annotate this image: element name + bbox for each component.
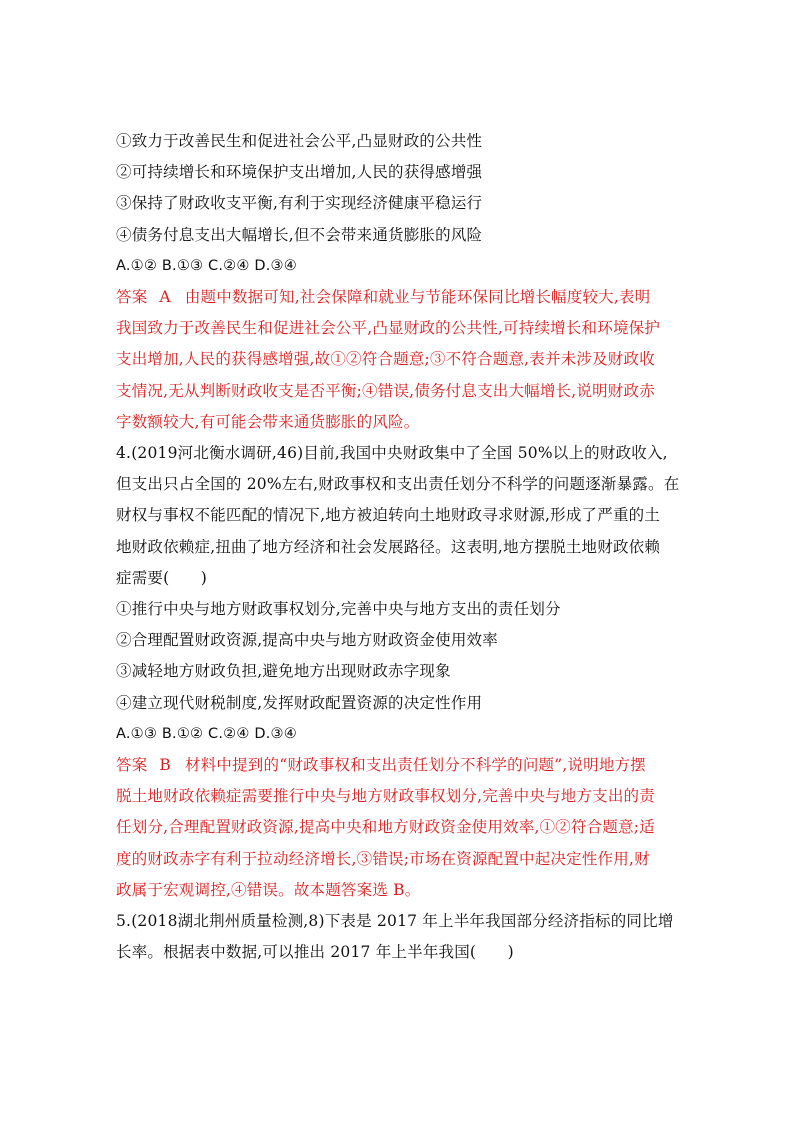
option-line: ③保持了财政收支平衡,有利于实现经济健康平稳运行	[116, 194, 483, 213]
answer-explanation-line	[116, 750, 686, 781]
answer-choices: A.①③ B.①② C.②④ D.③④	[116, 725, 297, 742]
answer-key: B	[159, 756, 171, 775]
document-page	[116, 126, 686, 968]
answer-explanation-line: 脱土地财政依赖症需要推行中央与地方财政事权划分,完善中央与地方支出的责	[116, 787, 655, 806]
question-stem-line: 财权与事权不能匹配的情况下,地方被迫转向土地财政寻求财源,形成了严重的土	[116, 506, 661, 525]
answer-label: 答案	[116, 288, 148, 307]
question-stem-line: 症需要( )	[116, 568, 207, 587]
question-4	[116, 438, 686, 906]
option-line: ②可持续增长和环境保护支出增加,人民的获得感增强	[116, 163, 483, 182]
question-stem-line: 4.(2019河北衡水调研,46)目前,我国中央财政集中了全国 50%以上的财政收入,	[116, 444, 668, 463]
answer-explanation-line: 度的财政赤字有利于拉动经济增长,③错误;市场在资源配置中起决定性作用,财	[116, 849, 650, 868]
answer-choices: A.①② B.①③ C.②④ D.③④	[116, 257, 297, 274]
answer-key: A	[159, 288, 171, 307]
answer-explanation-line: 政属于宏观调控,④错误。故本题答案选 B。	[116, 880, 421, 899]
answer-explanation-line	[116, 282, 686, 313]
answer-label: 答案	[116, 756, 148, 775]
answer-explanation-line: 支出增加,人民的获得感增强,故①②符合题意;③不符合题意,表并未涉及财政收	[116, 350, 655, 369]
answer-explanation-line: 任划分,合理配置财政资源,提高中央和地方财政资金使用效率,①②符合题意;适	[116, 818, 655, 837]
option-line: ①推行中央与地方财政事权划分,完善中央与地方支出的责任划分	[116, 600, 561, 619]
question-stem-line: 地财政依赖症,扭曲了地方经济和社会发展路径。这表明,地方摆脱土地财政依赖	[116, 537, 661, 556]
option-line: ④债务付息支出大幅增长,但不会带来通货膨胀的风险	[116, 225, 483, 244]
question-5	[116, 906, 686, 968]
option-line: ①致力于改善民生和促进社会公平,凸显财政的公共性	[116, 132, 483, 150]
question-3	[116, 126, 686, 438]
option-line: ②合理配置财政资源,提高中央与地方财政资金使用效率	[116, 631, 498, 650]
option-line: ④建立现代财税制度,发挥财政配置资源的决定性作用	[116, 693, 483, 712]
explanation-text: 材料中提到的“财政事权和支出责任划分不科学的问题”,说明地方摆	[185, 756, 646, 775]
answer-explanation-line: 我国致力于改善民生和促进社会公平,凸显财政的公共性,可持续增长和环境保护	[116, 319, 661, 338]
answer-explanation-line: 字数额较大,有可能会带来通货膨胀的风险。	[116, 412, 420, 431]
answer-explanation-line: 支情况,无从判断财政收支是否平衡;④错误,债务付息支出大幅增长,说明财政赤	[116, 381, 655, 400]
option-line: ③减轻地方财政负担,避免地方出现财政赤字现象	[116, 662, 451, 681]
explanation-text: 由题中数据可知,社会保障和就业与节能环保同比增长幅度较大,表明	[184, 288, 651, 307]
question-stem-line: 长率。根据表中数据,可以推出 2017 年上半年我国( )	[116, 943, 514, 962]
question-stem-line: 但支出只占全国的 20%左右,财政事权和支出责任划分不科学的问题逐渐暴露。在	[116, 475, 680, 494]
question-stem-line: 5.(2018湖北荆州质量检测,8)下表是 2017 年上半年我国部分经济指标的同比增	[116, 912, 674, 931]
